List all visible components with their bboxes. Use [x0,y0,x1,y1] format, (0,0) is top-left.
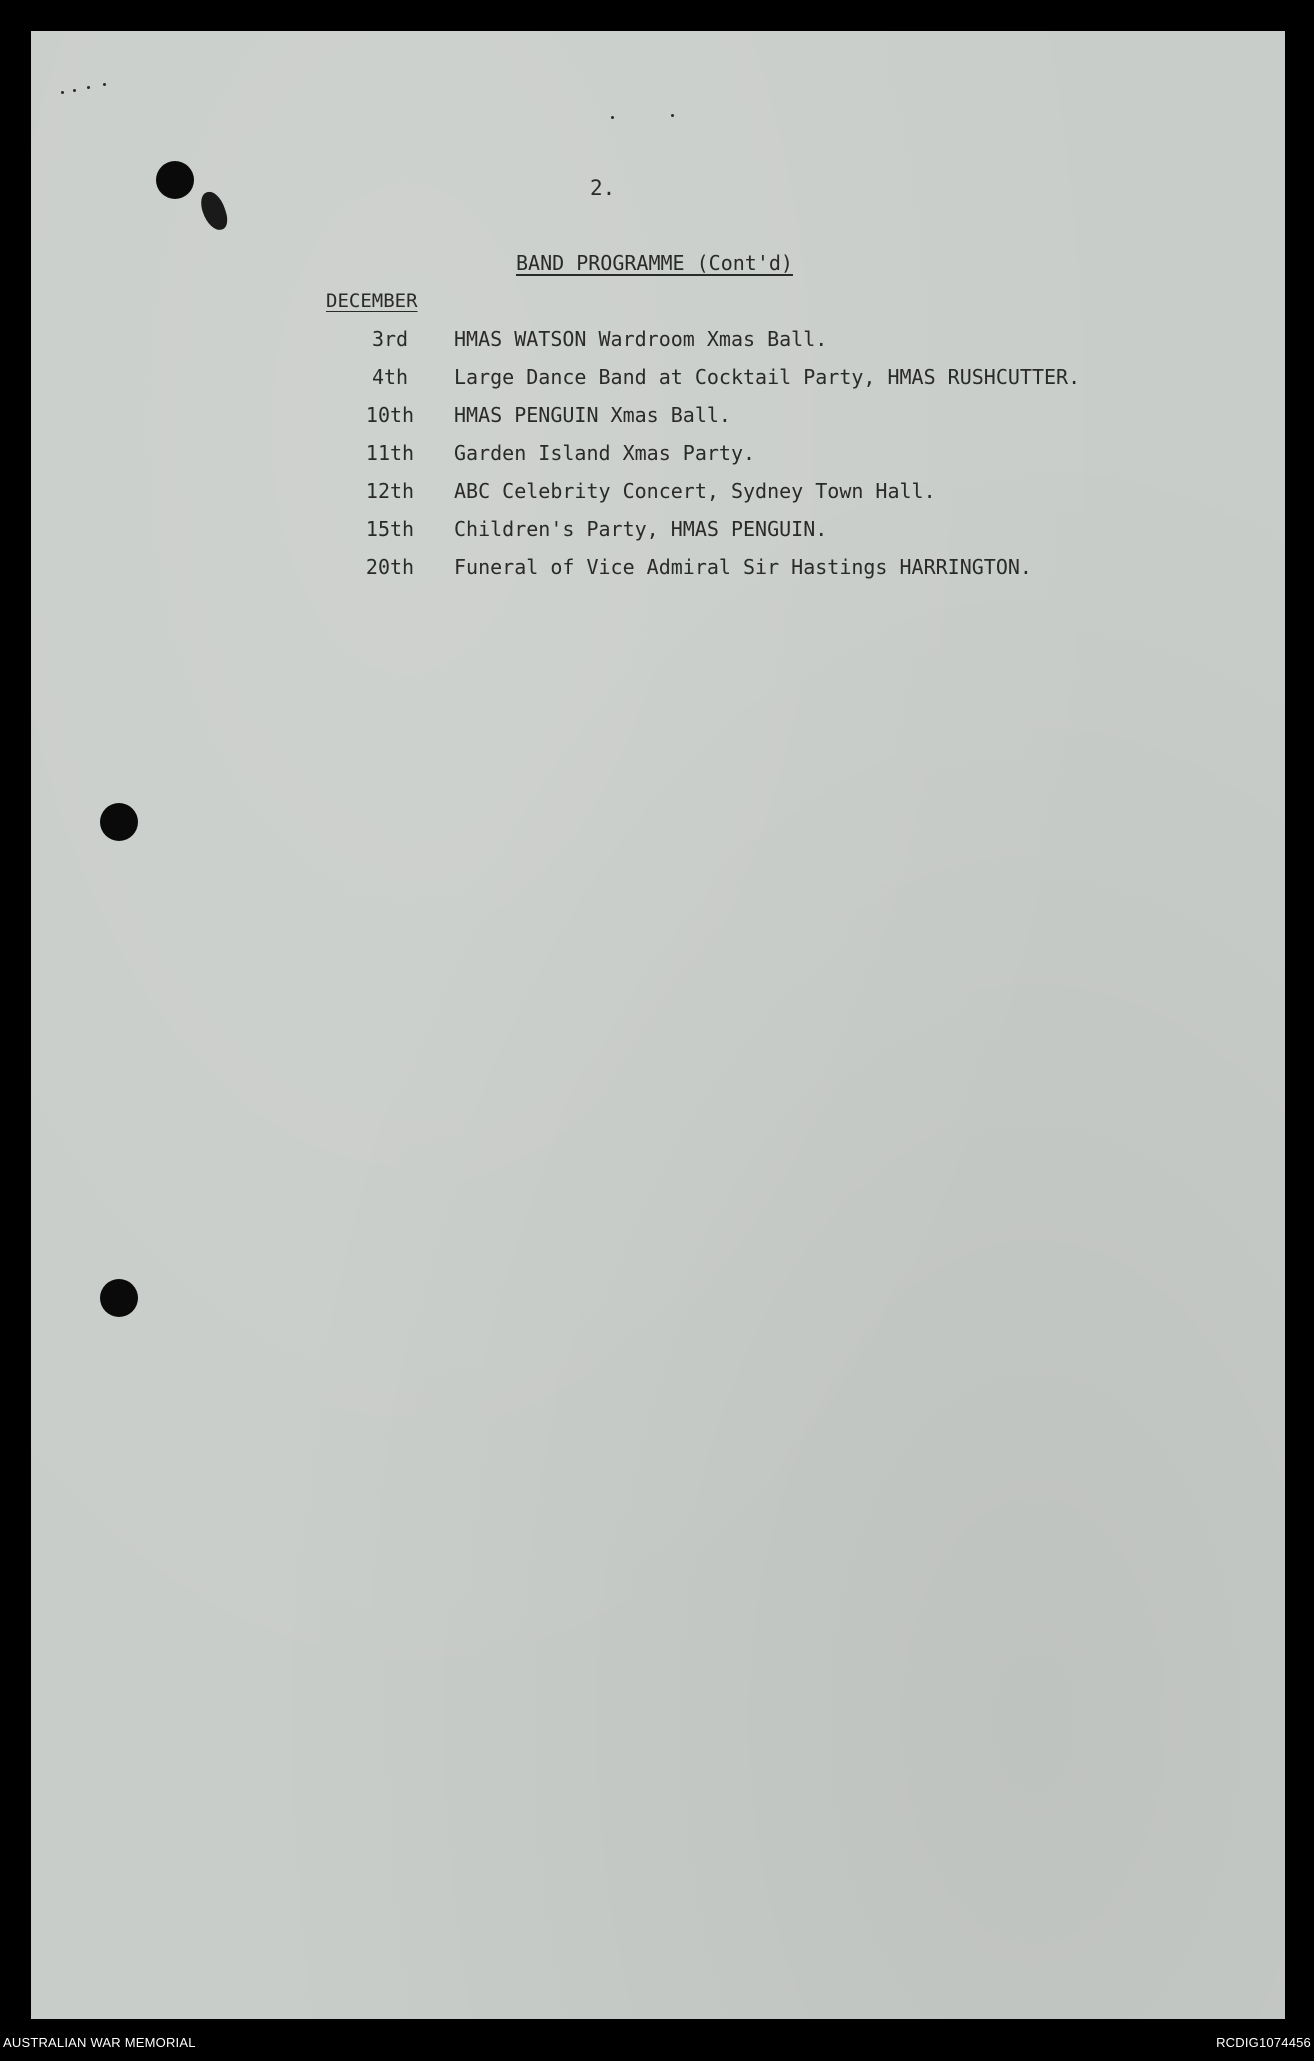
entry-date: 12th [365,479,415,503]
entry-description: Large Dance Band at Cocktail Party, HMAS RUSHCUTTER. [454,365,1081,389]
programme-entry [326,555,1226,593]
programme-entry [326,441,1226,479]
entry-date: 20th [365,555,415,579]
programme-entry [326,365,1226,403]
entry-description: Funeral of Vice Admiral Sir Hastings HARRINGTON. [454,555,1032,579]
page-number: 2. [590,176,616,200]
paper-speck [611,116,614,119]
entry-description: Garden Island Xmas Party. [454,441,756,465]
footer-institution: AUSTRALIAN WAR MEMORIAL [3,2035,196,2050]
entry-date: 15th [365,517,415,541]
footer-record-id: RCDIG1074456 [1216,2035,1311,2050]
entry-date: 11th [365,441,415,465]
programme-list [326,327,1226,593]
paper-speck [103,83,106,86]
programme-entry [326,403,1226,441]
entry-description: ABC Celebrity Concert, Sydney Town Hall. [454,479,936,503]
punch-hole [156,161,194,199]
paper-speck [671,114,674,117]
paper-speck [87,86,90,89]
entry-date: 4th [371,365,409,389]
entry-description: Children's Party, HMAS PENGUIN. [454,517,828,541]
entry-date: 3rd [371,327,409,351]
programme-entry [326,479,1226,517]
paper-speck [73,89,76,92]
punch-hole [100,803,138,841]
punch-hole [100,1279,138,1317]
paper-damage [197,189,230,234]
month-heading: DECEMBER [326,290,418,312]
entry-description: HMAS WATSON Wardroom Xmas Ball. [454,327,828,351]
programme-entry [326,517,1226,555]
document-title: BAND PROGRAMME (Cont'd) [516,251,793,275]
programme-entry [326,327,1226,365]
entry-date: 10th [365,403,415,427]
entry-description: HMAS PENGUIN Xmas Ball. [454,403,731,427]
paper-speck [61,91,64,94]
